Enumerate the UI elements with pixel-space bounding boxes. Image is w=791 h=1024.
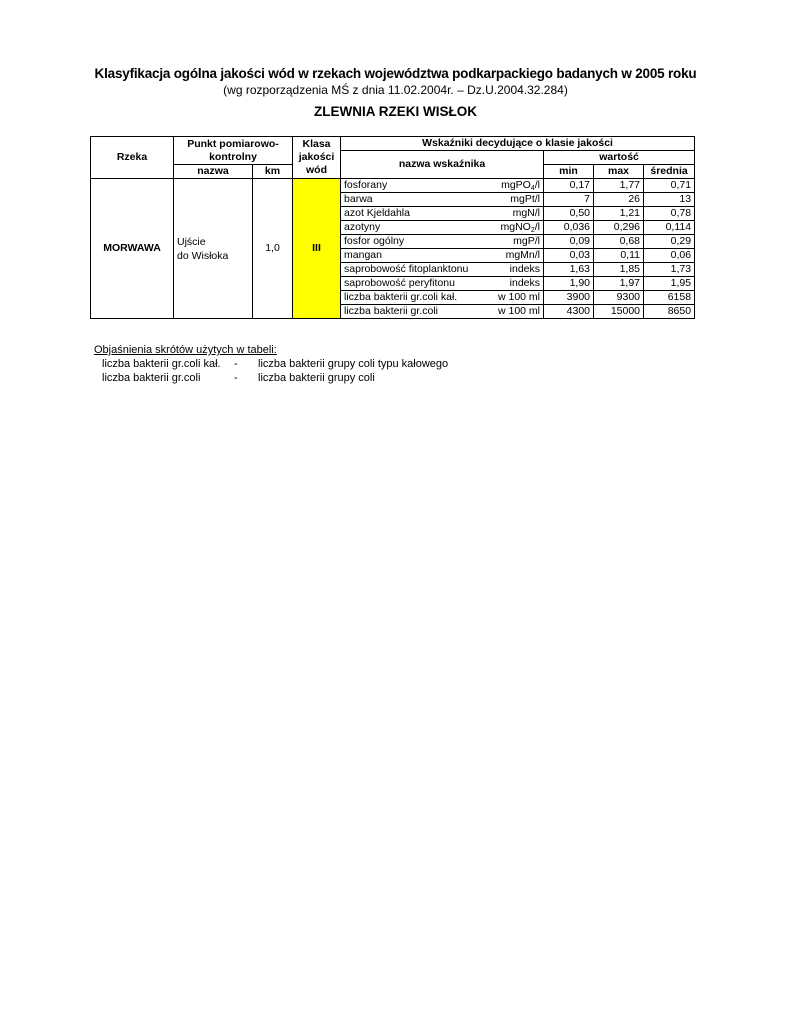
value-min: 1,90 (544, 277, 594, 291)
value-min: 3900 (544, 291, 594, 305)
value-max: 9300 (594, 291, 644, 305)
point-name (174, 179, 253, 319)
river-name: MORWAWA (91, 179, 174, 319)
header-point-km: km (253, 165, 293, 179)
indicator-name: fosfor ogólny (341, 235, 447, 249)
indicator-name: saprobowość fitoplanktonu (341, 263, 447, 277)
point-km: 1,0 (253, 179, 293, 319)
indicator-name: fosforany (341, 179, 447, 193)
value-min: 1,63 (544, 263, 594, 277)
legend-description: liczba bakterii grupy coli (258, 372, 375, 384)
value-avg: 0,114 (644, 221, 695, 235)
table-row (91, 179, 695, 193)
value-avg: 6158 (644, 291, 695, 305)
header-max: max (594, 165, 644, 179)
indicator-unit: mgN/l (447, 207, 544, 221)
legend-separator: - (234, 358, 238, 370)
header-min: min (544, 165, 594, 179)
quality-table (90, 136, 695, 319)
value-max: 0,68 (594, 235, 644, 249)
indicator-name: liczba bakterii gr.coli kał. (341, 291, 447, 305)
indicator-name: saprobowość peryfitonu (341, 277, 447, 291)
value-avg: 13 (644, 193, 695, 207)
indicator-unit: mgPt/l (447, 193, 544, 207)
value-avg: 1,73 (644, 263, 695, 277)
indicator-unit: indeks (447, 277, 544, 291)
value-min: 0,09 (544, 235, 594, 249)
indicator-name: azot Kjeldahla (341, 207, 447, 221)
indicator-unit: w 100 ml (447, 305, 544, 319)
water-class: III (293, 179, 341, 319)
value-max: 1,77 (594, 179, 644, 193)
document-subtitle: (wg rozporządzenia MŚ z dnia 11.02.2004r. – Dz.U.2004.32.284) (223, 83, 568, 97)
indicator-unit: mgPO$_4$/l (447, 179, 544, 193)
header-point: Punkt pomiarowo-kontrolny (174, 137, 293, 165)
value-max: 0,11 (594, 249, 644, 263)
value-min: 0,036 (544, 221, 594, 235)
value-max: 1,21 (594, 207, 644, 221)
value-min: 0,03 (544, 249, 594, 263)
indicator-name: mangan (341, 249, 447, 263)
indicator-name: azotyny (341, 221, 447, 235)
legend-title: Objaśnienia skrótów użytych w tabeli: (94, 344, 277, 356)
value-avg: 0,78 (644, 207, 695, 221)
legend-item (94, 357, 448, 371)
document-title: Klasyfikacja ogólna jakości wód w rzekach województwa podkarpackiego badanych w 2005 roku (94, 66, 697, 81)
header-class: Klasa jakości wód (293, 137, 341, 179)
value-avg: 1,95 (644, 277, 695, 291)
indicator-unit: mgNO$_2$/l (447, 221, 544, 235)
indicator-unit: w 100 ml (447, 291, 544, 305)
header-value: wartość (544, 151, 695, 165)
header-indicators: Wskaźniki decydujące o klasie jakości (341, 137, 695, 151)
point-name-line2: do Wisłoka (177, 249, 229, 262)
header-indicator-name: nazwa wskaźnika (341, 151, 544, 179)
legend-separator: - (234, 372, 238, 384)
value-avg: 0,06 (644, 249, 695, 263)
legend (94, 343, 448, 385)
value-avg: 8650 (644, 305, 695, 319)
value-max: 15000 (594, 305, 644, 319)
value-avg: 0,29 (644, 235, 695, 249)
header-point-name: nazwa (174, 165, 253, 179)
value-max: 1,97 (594, 277, 644, 291)
value-max: 0,296 (594, 221, 644, 235)
indicator-name: liczba bakterii gr.coli (341, 305, 447, 319)
legend-term: liczba bakterii gr.coli (102, 372, 201, 384)
legend-item (94, 371, 448, 385)
value-min: 4300 (544, 305, 594, 319)
header-river: Rzeka (91, 137, 174, 179)
value-min: 0,17 (544, 179, 594, 193)
indicator-unit: indeks (447, 263, 544, 277)
section-title: ZLEWNIA RZEKI WISŁOK (314, 104, 477, 119)
value-min: 7 (544, 193, 594, 207)
indicator-unit: mgMn/l (447, 249, 544, 263)
value-max: 1,85 (594, 263, 644, 277)
legend-term: liczba bakterii gr.coli kał. (102, 358, 221, 370)
header-avg: średnia (644, 165, 695, 179)
value-avg: 0,71 (644, 179, 695, 193)
indicator-unit: mgP/l (447, 235, 544, 249)
value-min: 0,50 (544, 207, 594, 221)
legend-description: liczba bakterii grupy coli typu kałowego (258, 358, 449, 370)
point-name-line1: Ujście (177, 235, 206, 248)
indicator-name: barwa (341, 193, 447, 207)
value-max: 26 (594, 193, 644, 207)
